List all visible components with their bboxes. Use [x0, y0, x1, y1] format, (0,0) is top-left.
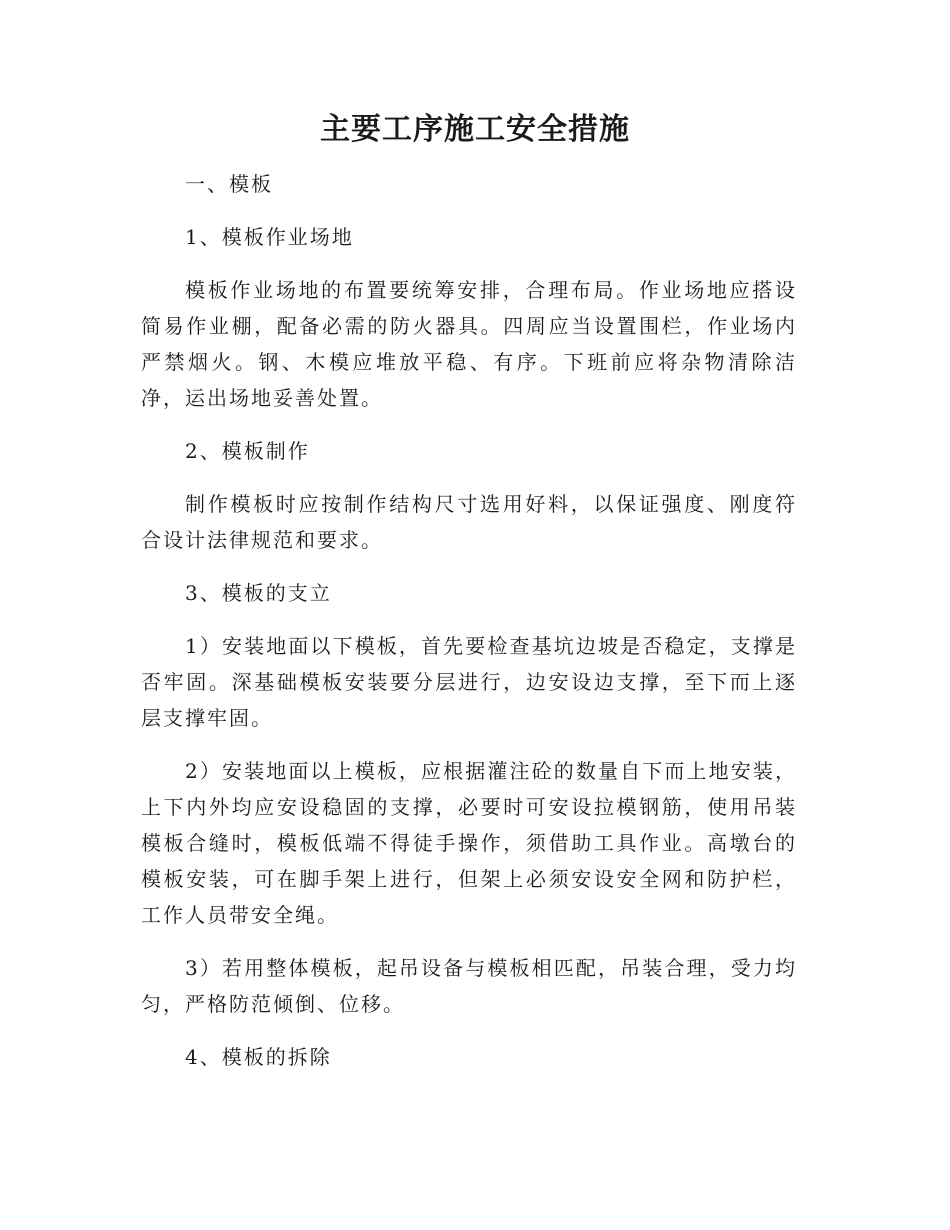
- subheading-formwork-erection: 3、模板的支立: [185, 581, 332, 605]
- paragraph-erection-above-ground: 2）安装地面以上模板，应根据灌注砼的数量自下而上地安装，上下内外均应安设稳固的支撑，必要时可安设拉模钢筋，使用吊装模板合缝时，模板低端不得徒手操作，须借助工具作业。高墩台的模板安装，可在脚手架上进行，但架上必须安设安全网和防护栏，工作人员带安全绳。: [141, 759, 797, 927]
- paragraph-erection-below-ground: 1）安装地面以下模板，首先要检查基坑边坡是否稳定，支撑是否牢固。深基础模板安装要分层进行，边安设边支撑，至下而上逐层支撑牢固。: [141, 634, 797, 730]
- document-body: [141, 166, 797, 1092]
- paragraph-integral-formwork: 3）若用整体模板，起吊设备与模板相匹配，吊装合理，受力均匀，严格防范倾倒、位移。: [141, 956, 797, 1016]
- section-heading-formwork: 一、模板: [185, 172, 273, 196]
- document-title: 主要工序施工安全措施: [320, 112, 630, 147]
- paragraph-formwork-making: 制作模板时应按制作结构尺寸选用好料，以保证强度、刚度符合设计法律规范和要求。: [141, 492, 797, 552]
- subheading-formwork-making: 2、模板制作: [185, 439, 310, 463]
- paragraph-work-site: 模板作业场地的布置要统筹安排，合理布局。作业场地应搭设简易作业棚，配备必需的防火器具。四周应当设置围栏，作业场内严禁烟火。钢、木模应堆放平稳、有序。下班前应将杂物清除洁净，运出场地妥善处置。: [141, 278, 797, 410]
- subheading-formwork-removal: 4、模板的拆除: [185, 1045, 332, 1069]
- subheading-work-site: 1、模板作业场地: [185, 225, 354, 249]
